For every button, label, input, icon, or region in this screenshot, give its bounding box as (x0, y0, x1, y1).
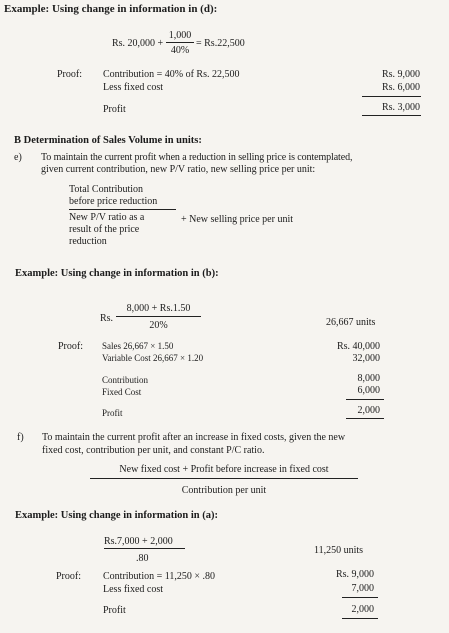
proof-row-label: Less fixed cost (103, 584, 163, 595)
calc-result: = Rs.22,500 (196, 38, 245, 49)
total-line (346, 399, 384, 400)
proof-row-label: Contribution (102, 375, 149, 385)
formula-denominator: New P/V ratio as a (69, 212, 145, 223)
example-heading-a: Example: Using change in information in (a): (15, 510, 219, 521)
fraction-bar (69, 209, 176, 210)
example-heading-d: Example: Using change in information in (d): (4, 3, 218, 15)
total-underline (346, 418, 384, 419)
proof-row-value: Rs. 9,000 (335, 569, 374, 580)
proof-row-label: Profit (103, 104, 126, 115)
proof-row-value: 32,000 (352, 353, 380, 364)
item-text: To maintain the current profit when a reduction in selling price is contemplated, (41, 152, 353, 163)
calc-result: 26,667 units (326, 317, 376, 328)
formula-denominator: Contribution per unit (181, 485, 267, 496)
proof-row-value: Rs. 3,000 (381, 102, 420, 113)
proof-row-label: Contribution = 40% of Rs. 22,500 (103, 69, 240, 80)
proof-label: Proof: (57, 69, 82, 80)
proof-row-value: 7,000 (351, 583, 374, 594)
example-heading-b: Example: Using change in information in (b): (15, 268, 219, 279)
proof-row-value: Rs. 6,000 (381, 82, 420, 93)
item-marker: f) (17, 432, 24, 443)
proof-label: Proof: (56, 571, 81, 582)
fraction-bar (166, 42, 194, 43)
proof-row-value: 2,000 (351, 604, 374, 615)
calc-numerator: 1,000 (168, 30, 192, 41)
item-text: To maintain the current profit after an increase in fixed costs, given the new (42, 432, 346, 443)
total-underline (342, 618, 378, 619)
formula-numerator: before price reduction (69, 196, 158, 207)
calc-numerator: Rs.7,000 + 2,000 (104, 536, 173, 547)
formula-denominator: result of the price (69, 224, 140, 235)
proof-row-label: Sales 26,667 × 1.50 (102, 341, 174, 351)
proof-row-value: 2,000 (357, 405, 380, 416)
total-line (362, 96, 421, 97)
proof-row-label: Fixed Cost (102, 387, 142, 397)
proof-row-value: 6,000 (357, 385, 380, 396)
fraction-bar (104, 548, 185, 549)
item-text: given current contribution, new P/V ratio, new selling price per unit: (41, 164, 316, 175)
calc-denominator: 40% (170, 45, 190, 56)
calc-numerator: 8,000 + Rs.1.50 (126, 303, 191, 314)
proof-row-label: Variable Cost 26,667 × 1.20 (102, 353, 204, 363)
total-line (342, 597, 378, 598)
formula-numerator: New fixed cost + Profit before increase in fixed cost (119, 464, 329, 475)
proof-label: Proof: (58, 341, 83, 352)
formula-denominator: reduction (69, 236, 107, 247)
section-heading: B Determination of Sales Volume in units: (14, 135, 202, 146)
proof-row-label: Less fixed cost (103, 82, 163, 93)
proof-row-label: Contribution = 11,250 × .80 (103, 571, 216, 582)
formula-plus-term: + New selling price per unit (181, 214, 293, 225)
calc-left: Rs. 20,000 + (112, 38, 164, 49)
total-underline (362, 115, 421, 116)
proof-row-label: Profit (102, 408, 123, 418)
calc-denominator: 20% (149, 320, 168, 331)
calc-denominator: .80 (136, 553, 149, 564)
fraction-bar (90, 478, 358, 479)
proof-row-value: Rs. 9,000 (381, 69, 420, 80)
proof-row-label: Profit (103, 605, 126, 616)
proof-row-value: 8,000 (357, 373, 380, 384)
item-marker: e) (14, 152, 22, 163)
formula-numerator: Total Contribution (69, 184, 144, 195)
fraction-bar (116, 316, 201, 317)
calc-result: 11,250 units (314, 545, 364, 556)
item-text: fixed cost, contribution per unit, and constant P/C ratio. (42, 445, 265, 456)
proof-row-value: Rs. 40,000 (336, 341, 380, 352)
calc-left: Rs. (100, 313, 114, 324)
